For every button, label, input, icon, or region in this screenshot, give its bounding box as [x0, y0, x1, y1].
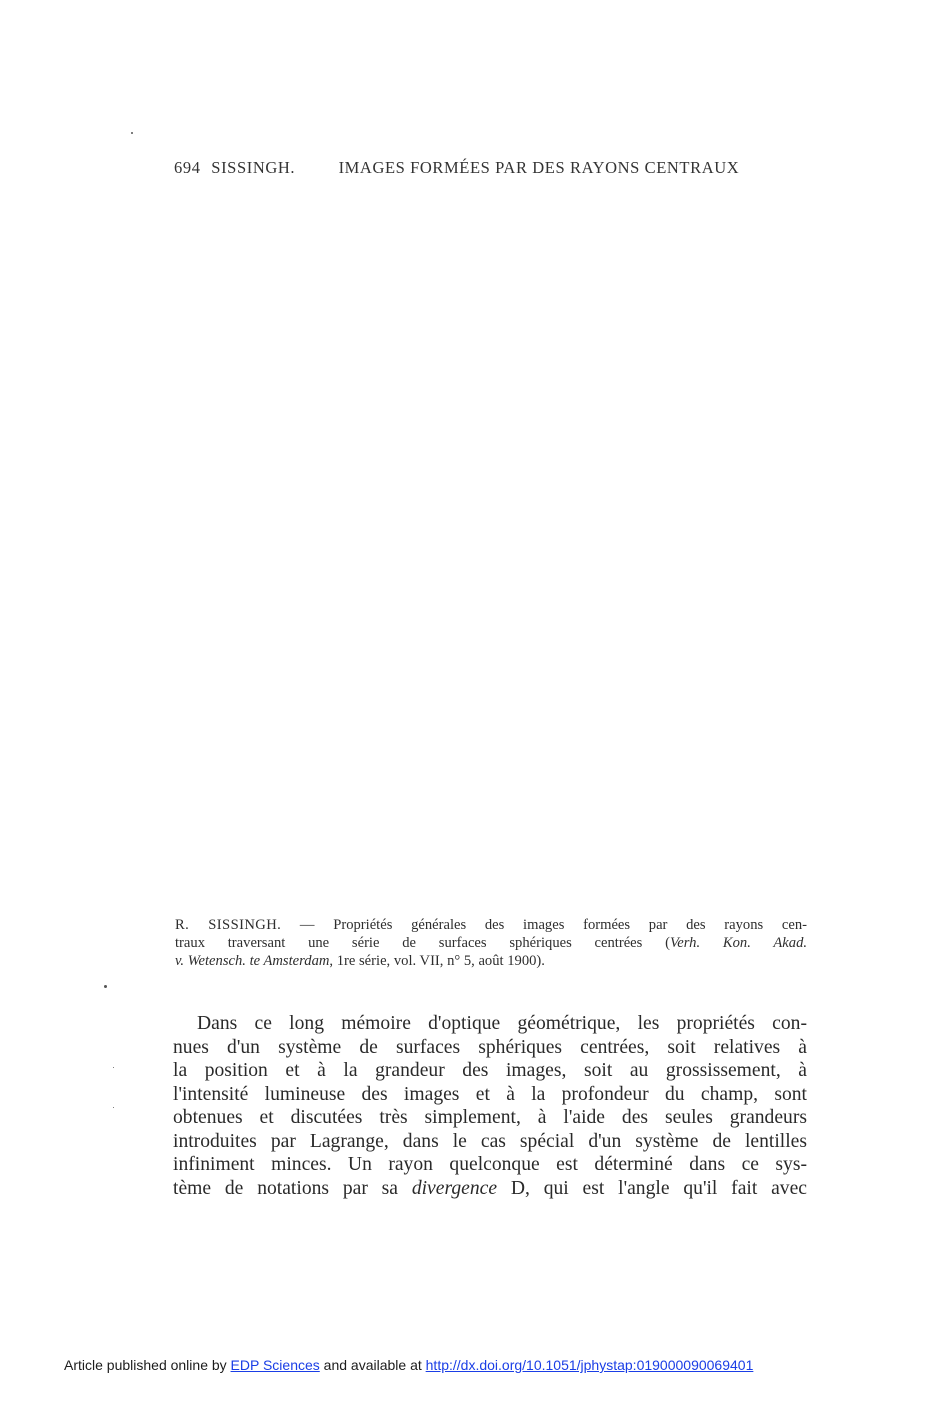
publisher-footer	[64, 1357, 753, 1373]
header-author: SISSINGH.	[211, 158, 296, 177]
citation-reference: , 1re série, vol. VII, n° 5, août 1900).	[329, 953, 545, 969]
page-number: 694	[174, 158, 201, 177]
doi-link[interactable]: http://dx.doi.org/10.1051/jphystap:019000090069401	[425, 1357, 754, 1373]
citation-block	[175, 916, 807, 970]
body-line: infiniment minces. Un rayon quelconque est déterminé dans ce sys-	[173, 1154, 807, 1175]
footer-middle: and available at	[323, 1357, 422, 1373]
body-italic-term: divergence	[411, 1177, 498, 1199]
citation-title-part2: traux traversant une série de surfaces sphériques centrées (	[175, 935, 670, 951]
header-title: IMAGES FORMÉES PAR DES RAYONS CENTRAUX	[338, 158, 740, 177]
body-line: obtenues et discutées très simplement, à l'aide des seules grandeurs	[173, 1107, 807, 1128]
running-header	[174, 158, 814, 178]
body-line: Dans ce long mémoire d'optique géométrique, les propriétés con-	[197, 1013, 807, 1034]
citation-title-part1: Propriétés générales des images formées par des rayons cen-	[333, 917, 807, 933]
body-line-end: D, qui est l'angle qu'il fait avec	[510, 1177, 807, 1199]
body-line-start: tème de notations par sa	[173, 1177, 398, 1199]
scan-speck	[131, 132, 133, 134]
citation-line	[175, 952, 807, 970]
body-line: l'intensité lumineuse des images et à la profondeur du champ, sont	[173, 1083, 807, 1105]
footer-prefix: Article published online by	[64, 1357, 227, 1373]
citation-dash: —	[299, 917, 315, 933]
scan-speck	[113, 1107, 114, 1108]
citation-journal-part1: Verh. Kon. Akad.	[669, 935, 808, 951]
body-paragraph	[173, 1012, 807, 1200]
scan-speck	[104, 985, 107, 988]
citation-line	[175, 934, 807, 952]
body-line: introduites par Lagrange, dans le cas spécial d'un système de lentilles	[173, 1130, 807, 1152]
citation-line	[175, 916, 807, 934]
body-line	[173, 1177, 807, 1201]
citation-journal-part2: v. Wetensch. te Amsterdam	[175, 953, 330, 969]
citation-author: R. SISSINGH.	[175, 917, 282, 933]
body-line: nues d'un système de surfaces sphériques centrées, soit relatives à	[173, 1036, 807, 1058]
publisher-link[interactable]: EDP Sciences	[230, 1357, 320, 1373]
body-line: la position et à la grandeur des images, soit au grossissement, à	[173, 1060, 807, 1081]
scan-speck	[113, 1067, 114, 1068]
